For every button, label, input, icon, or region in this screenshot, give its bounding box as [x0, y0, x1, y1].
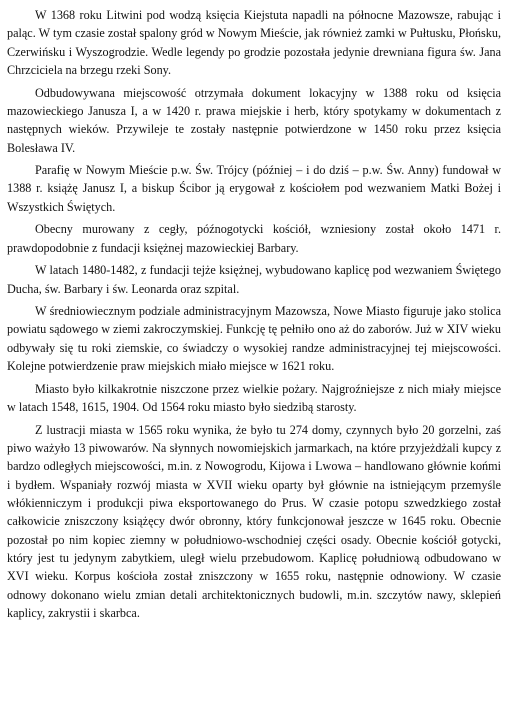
paragraph-lustration-history: Z lustracji miasta w 1565 roku wynika, że było tu 274 domy, czynnych było 20 gorzelni, zaś piwo ważyło 13 piwowarów. Na słynnych nowomiejskich jarmarkach, na które przyjeżdżali kupcy z bardzo odległych miejscowości, m.in. z Nowogrodu, Kijowa i Lwowa – handlowano głównie końmi i bydłem. Wspaniały rozwój miasta w XVII wieku oparty był głównie na istniejącym przemyśle włókienniczym i produkcji piwa eksportowanego do Prus. W czasie potopu szwedzkiego został całkowicie zniszczony książęcy dwór obronny, który funkcjonował jeszcze w 1645 roku. Obecnie pozostał po nim kopiec ziemny w południowo-wschodniej części osady. Obecnie kościół gotycki, który jest tu jedynym zabytkiem, uległ wielu przebudowom. Kaplicę południową odbudowano w XVI wieku. Korpus kościoła został zniszczony w 1655 roku, następnie odnowiony. W czasie odnowy dokonano wielu zmian detali architektonicznych budowli, m.in. szczytów nawy, sklepień kaplicy, zakrystii i skarbca. — [7, 422, 501, 620]
paragraph-gothic-church: Obecny murowany z cegły, późnogotycki kościół, wzniesiony został około 1471 r. prawdopodobnie z fundacji księżnej mazowieckiej Barbary. — [7, 222, 501, 255]
document-page — [7, 6, 501, 627]
paragraph-town-charter: Odbudowywana miejscowość otrzymała dokument lokacyjny w 1388 roku od księcia mazowieckiego Janusza I, a w 1420 r. prawa miejskie i herb, który spotykamy w dokumentach z następnych wieków. Przywileje te zostały następnie potwierdzone w 1450 roku przez księcia Bolesława IV. — [7, 85, 501, 155]
paragraph-chapel-hospital: W latach 1480-1482, z fundacji tejże księżnej, wybudowano kaplicę pod wezwaniem Świętego Ducha, św. Barbary i św. Leonarda oraz szpital. — [7, 263, 501, 296]
paragraph-fires: Miasto było kilkakrotnie niszczone przez wielkie pożary. Najgroźniejsze z nich miały miejsce w latach 1548, 1615, 1904. Od 1564 roku miasto było siedzibą starosty. — [7, 381, 501, 414]
paragraph-administrative-role: W średniowiecznym podziale administracyjnym Mazowsza, Nowe Miasto figuruje jako stolica powiatu sądowego w ziemi zakroczymskiej. Funkcję tę pełniło ono aż do zaborów. Już w XIV wieku odbywały się tu roki ziemskie, co świadczy o wysokiej randze administracyjnej tej miejscowości. Kolejne potwierdzenie praw miejskich miało miejsce w 1621 roku. — [7, 304, 501, 374]
paragraph-kiejstut-raid: W 1368 roku Litwini pod wodzą księcia Kiejstuta napadli na północne Mazowsze, rabując i paląc. W tym czasie został spalony gród w Nowym Mieście, jak również zamki w Pułtusku, Płońsku, Czerwińsku i Wyszogrodzie. Wedle legendy po grodzie pozostała jedynie drewniana figura św. Jana Chrzciciela na brzegu rzeki Sony. — [7, 8, 501, 78]
paragraph-parish-founding: Parafię w Nowym Mieście p.w. Św. Trójcy (później – i do dziś – p.w. Św. Anny) fundował w 1388 r. książę Janusz I, a biskup Ścibor ją erygował z kościołem pod wezwaniem Matki Bożej i Wszystkich Świętych. — [7, 163, 501, 214]
